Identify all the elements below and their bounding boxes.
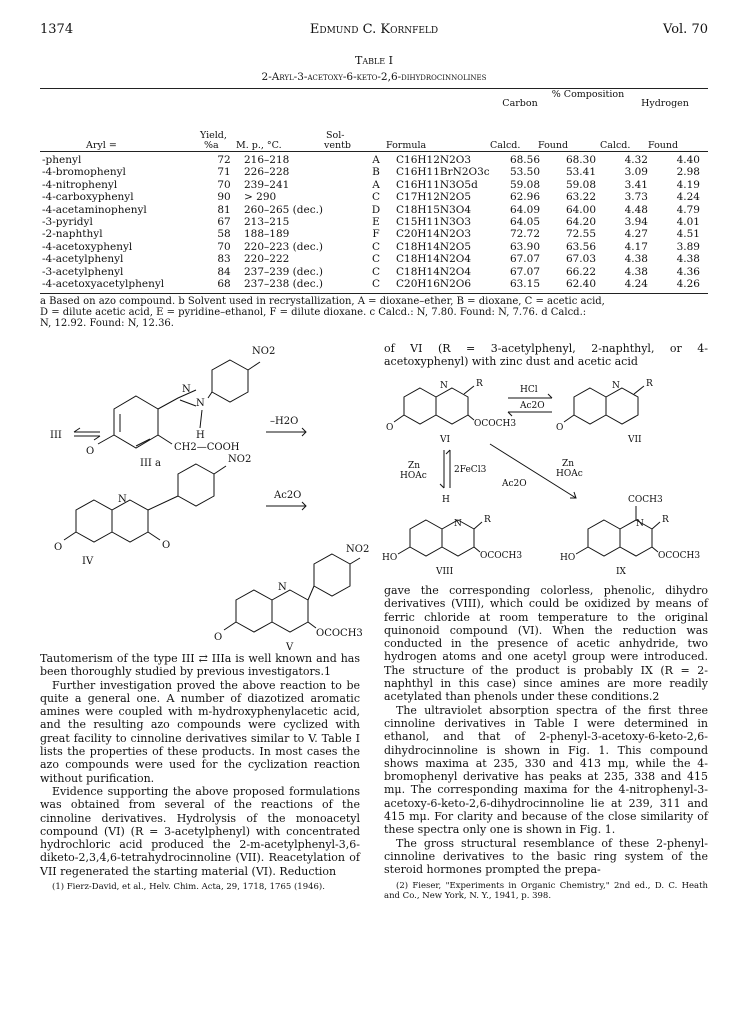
table-cell-solvent: F — [372, 228, 380, 241]
table-cell-h-calc: 3.94 — [624, 216, 648, 229]
table-cell-mp: 213–215 — [244, 216, 290, 229]
scheme-right — [380, 372, 710, 592]
table-cell-solvent: A — [372, 154, 380, 166]
table-cell-c-calc: 64.05 — [509, 216, 540, 229]
atom-n-vi: N — [440, 381, 448, 391]
table-cell-h-found: 4.01 — [676, 216, 700, 229]
table-cell-h-found: 4.19 — [676, 178, 700, 191]
carbon-found-header: Found — [538, 140, 569, 151]
left-footnote: (1) Fierz-David, et al., Helv. Chim. Acta, 29, 1718, 1765 (1946). — [52, 882, 325, 893]
table-caption: Table I — [355, 54, 393, 67]
reagent-hcl: HCl — [520, 385, 538, 395]
table-cell-c-found: 68.30 — [565, 154, 596, 166]
reagent-ac2o-left: Ac2O — [274, 490, 302, 501]
table-cell-c-calc: 67.07 — [509, 253, 540, 266]
table-cell-h-calc: 4.38 — [624, 253, 648, 266]
table-cell-h-calc: 3.09 — [624, 166, 648, 179]
atom-n-ix: N — [636, 519, 644, 529]
table-cell-c-calc: 63.15 — [509, 278, 540, 291]
table-row — [40, 154, 708, 166]
table-cell-mp: 220–223 (dec.) — [244, 240, 324, 253]
table-cell-yield: 81 — [217, 203, 231, 216]
table-cell-formula: C16H11N3O5d — [396, 178, 478, 191]
table-cell-aryl: -4-nitrophenyl — [42, 178, 118, 191]
table-cell-h-found: 4.26 — [676, 278, 700, 291]
right-column — [384, 584, 708, 901]
hydrogen-calcd-header: Calcd. — [600, 140, 631, 151]
reagent-minus-h2o: –H2O — [270, 416, 299, 427]
reagent-ac2o: Ac2O — [520, 401, 545, 411]
left-paragraph-1: Tautomerism of the type III ⇄ IIIa is well known and has been thoroughly studied by previous investigators.1 — [40, 652, 360, 679]
hydrogen-found-header: Found — [648, 140, 679, 151]
solvent-header-2: ventb — [324, 140, 352, 151]
table-cell-h-calc: 4.32 — [624, 154, 648, 166]
left-paragraph-3: Evidence supporting the above proposed formulations was obtained from several of the reactions of the cinnoline derivatives. Hydrolysis of the monoacetyl compound (VI) (R = 3-acetylphenyl) with concentrated hydrochloric acid produced the 2-m-acetylphenyl-3,6-diketo-2,3,4,6-tetrahydrocinnoline (VII). Reacetylation of VII regenerated the starting material (VI). Reduction — [40, 784, 360, 878]
table-row — [40, 228, 708, 240]
table-cell-mp: 216–218 — [244, 154, 290, 166]
solvent-header-1: Sol- — [326, 130, 345, 141]
reagent-zn-1: Zn — [408, 461, 421, 471]
table-cell-c-found: 67.03 — [565, 253, 596, 266]
table-cell-h-found: 4.24 — [676, 191, 700, 204]
table-row — [40, 179, 708, 191]
table-header-rule — [40, 151, 708, 152]
reagent-hoac-2: HOAc — [556, 469, 583, 479]
table-cell-aryl: -phenyl — [42, 154, 82, 166]
reagent-ac2o-2: Ac2O — [502, 479, 527, 489]
running-author: Edmund C. Kornfeld — [309, 22, 439, 37]
table-cell-formula: C15H11N3O3 — [396, 216, 472, 229]
atom-h: H — [196, 430, 205, 441]
table-cell-aryl: -4-acetoxyphenyl — [42, 240, 133, 253]
reagent-zn-2: Zn — [562, 459, 575, 469]
table-cell-c-found: 64.20 — [565, 216, 596, 229]
left-column — [40, 652, 360, 892]
label-vii: VII — [628, 435, 642, 445]
table-cell-h-found: 4.38 — [676, 253, 700, 266]
table-cell-formula: C20H14N2O3 — [396, 228, 472, 241]
atom-o-top: O — [86, 446, 95, 457]
table-cell-h-found: 2.98 — [676, 166, 700, 179]
table-cell-c-calc: 68.56 — [509, 154, 540, 166]
table-title: 2-Aryl-3-acetoxy-6-keto-2,6-dihydrocinnolines — [261, 71, 487, 83]
label-viii: VIII — [436, 567, 454, 577]
table-cell-h-found: 4.51 — [676, 228, 700, 241]
table-cell-mp: 239–241 — [244, 178, 290, 191]
table-cell-h-found: 4.36 — [676, 265, 700, 278]
table-cell-h-found: 4.40 — [676, 154, 700, 166]
table-cell-mp: 188–189 — [244, 228, 290, 241]
table-cell-h-calc: 4.17 — [624, 240, 648, 253]
table-cell-h-calc: 4.48 — [624, 203, 648, 216]
right-paragraph-2: The ultraviolet absorption spectra of the first three cinnoline derivatives in Table I were determined in ethanol, and that of 2-phenyl-3-acetoxy-6-keto-2,6-dihydrocinnoline is shown in Fig. 1. This compound shows maxima at 235, 330 and 413 mμ, while the 4-bromophenyl derivative has peaks at 235, 338 and 415 mμ. The corresponding maxima for the 4-nitrophenyl-3-acetoxy-6-keto-2,6-dihydrocinnoline lie at 239, 311 and 415 mμ. For clarity and because of the close similarity of these spectra only one is shown in Fig. 1. — [384, 703, 708, 837]
table-bottom-rule — [40, 293, 708, 294]
reagent-fecl3: 2FeCl3 — [454, 465, 487, 475]
table-cell-h-calc: 4.24 — [624, 278, 648, 291]
table-cell-mp: 226–228 — [244, 166, 290, 179]
table-cell-aryl: -4-carboxyphenyl — [42, 191, 134, 204]
table-row — [40, 191, 708, 203]
table-cell-c-found: 66.22 — [565, 265, 596, 278]
table-row — [40, 266, 708, 278]
table-cell-formula: C18H15N3O4 — [396, 203, 472, 216]
table-cell-aryl: -4-acetoxyacetylphenyl — [42, 278, 165, 291]
atom-n-vii: N — [612, 381, 620, 391]
table-cell-formula: C17H12N2O5 — [396, 191, 472, 204]
table-cell-solvent: E — [372, 216, 380, 229]
table-cell-h-calc: 3.41 — [624, 178, 648, 191]
atom-n-v: N — [278, 582, 287, 593]
atom-o-iv-left: O — [54, 542, 63, 553]
table-cell-c-calc: 53.50 — [509, 166, 540, 179]
atom-n-viii: N — [454, 519, 462, 529]
table-cell-aryl: -3-pyridyl — [42, 216, 93, 229]
hydrogen-header: Hydrogen — [641, 98, 689, 109]
r-vii: R — [646, 379, 653, 389]
group-no2-iv: NO2 — [228, 454, 252, 465]
atom-n1: N — [182, 384, 191, 395]
table-cell-yield: 58 — [217, 228, 231, 241]
table-cell-solvent: D — [371, 203, 381, 216]
table-cell-aryl: -2-naphthyl — [42, 228, 103, 241]
yield-header-1: Yield, — [200, 130, 227, 141]
table-cell-h-found: 3.89 — [676, 240, 700, 253]
carbon-header: Carbon — [502, 98, 538, 109]
left-paragraph-2: Further investigation proved the above reaction to be quite a general one. A number of diazotized aromatic amines were coupled with m-hydroxyphenylacetic acid, and the resulting azo compounds were cyclized with great facility to cinnoline derivatives similar to V. Table I lists the properties of these products. In most cases the azo compounds were used for the cyclization reaction without purification. — [40, 678, 360, 785]
table-cell-aryl: -4-bromophenyl — [42, 166, 126, 179]
table-cell-c-found: 62.40 — [565, 278, 596, 291]
table-cell-solvent: C — [371, 240, 381, 253]
label-iiia: III a — [140, 458, 161, 469]
table-footnote-1: a Based on azo compound. b Solvent used in recrystallization, A = dioxane–ether, B = dioxane, C = acetic acid, — [40, 296, 605, 307]
table-cell-c-found: 63.22 — [565, 191, 596, 204]
table-cell-mp: 237–239 (dec.) — [244, 265, 324, 278]
table-cell-yield: 83 — [217, 253, 231, 266]
table-cell-solvent: C — [371, 278, 381, 291]
label-ix: IX — [616, 567, 626, 577]
table-cell-h-found: 4.79 — [676, 203, 700, 216]
ococh3-vi: OCOCH3 — [474, 419, 517, 429]
table-cell-c-found: 64.00 — [565, 203, 596, 216]
coch3-ix: COCH3 — [628, 495, 663, 505]
page-number: 1374 — [40, 22, 74, 37]
table-cell-mp: 220–222 — [244, 253, 290, 266]
reagent-hoac-1: HOAc — [400, 471, 427, 481]
r-ix: R — [662, 515, 669, 525]
table-row — [40, 253, 708, 265]
ococh3-ix: OCOCH3 — [658, 551, 701, 561]
table-row — [40, 166, 708, 178]
label-iv: IV — [82, 556, 94, 567]
atom-h-viii: H — [442, 495, 450, 505]
table-cell-yield: 68 — [217, 278, 231, 291]
label-iii: III — [50, 430, 62, 441]
table-footnote-2: D = dilute acetic acid, E = pyridine–ethanol, F = dilute dioxane. c Calcd.: N, 7.80. Found: N, 7.76. d Calcd.: — [40, 307, 587, 318]
atom-o-iv-right: O — [162, 540, 171, 551]
label-v: V — [286, 642, 294, 652]
table-cell-formula: C16H12N2O3 — [396, 154, 472, 166]
table-cell-aryl: -4-acetylphenyl — [42, 253, 124, 266]
atom-o-v: O — [214, 632, 223, 643]
table-cell-mp: 260–265 (dec.) — [244, 203, 324, 216]
ococh3-viii: OCOCH3 — [480, 551, 523, 561]
table-cell-h-calc: 4.38 — [624, 265, 648, 278]
table-cell-yield: 70 — [217, 240, 231, 253]
table-footnote-3: N, 12.92. Found: N, 12.36. — [40, 318, 174, 329]
group-ch2cooh: CH2—COOH — [174, 442, 240, 453]
composition-header: % Composition — [551, 89, 625, 100]
table-cell-c-calc: 59.08 — [509, 178, 540, 191]
table-cell-h-calc: 3.73 — [624, 191, 648, 204]
table-cell-formula: C18H14N2O4 — [396, 265, 472, 278]
table-cell-yield: 67 — [217, 216, 231, 229]
aryl-header: Aryl = — [86, 140, 117, 151]
table-row — [40, 204, 708, 216]
table-cell-c-calc: 72.72 — [509, 228, 540, 241]
table-cell-solvent: A — [372, 178, 380, 191]
table-cell-formula: C18H14N2O4 — [396, 253, 472, 266]
group-ococh3-v: OCOCH3 — [316, 628, 363, 639]
r-viii: R — [484, 515, 491, 525]
r-vi: R — [476, 379, 483, 389]
table-cell-c-found: 72.55 — [565, 228, 596, 241]
table-cell-formula: C20H16N2O6 — [396, 278, 472, 291]
table-cell-h-calc: 4.27 — [624, 228, 648, 241]
right-footnote: (2) Fieser, "Experiments in Organic Chemistry," 2nd ed., D. C. Heath and Co., New York, N. Y., 1941, p. 398. — [384, 880, 708, 901]
right-paragraph-3: The gross structural resemblance of these 2-phenyl-cinnoline derivatives to the basic ring system of the steroid hormones prompted the prepa- — [384, 836, 708, 877]
table-cell-solvent: C — [371, 253, 381, 266]
data-table — [40, 154, 708, 290]
table-cell-c-calc: 64.09 — [509, 203, 540, 216]
volume-label: Vol. 70 — [663, 22, 708, 37]
table-cell-c-found: 63.56 — [565, 240, 596, 253]
page-header — [40, 22, 708, 40]
ho-viii: HO — [382, 553, 398, 563]
right-paragraph-1: gave the corresponding colorless, phenolic, dihydro derivatives (VIII), which could be oxidized by means of ferric chloride at room temperature to the original quinonoid compound (VI). When the reduction was conducted in the presence of acetic anhydride, two hydrogen atoms and one acetyl group were introduced. The structure of the product is probably IX (R = 2-naphthyl in this case) since amines are more readily acetylated than phenols under these conditions.2 — [384, 584, 708, 704]
table-row — [40, 241, 708, 253]
yield-header-2: %a — [204, 140, 219, 151]
label-vi: VI — [440, 435, 451, 445]
atom-o-vi: O — [386, 423, 394, 433]
table-cell-c-calc: 67.07 — [509, 265, 540, 278]
table-cell-yield: 90 — [217, 191, 231, 204]
table-cell-c-found: 59.08 — [565, 178, 596, 191]
table-cell-c-calc: 62.96 — [509, 191, 540, 204]
table-cell-yield: 71 — [217, 166, 231, 179]
group-no2-v: NO2 — [346, 544, 370, 555]
table-cell-yield: 70 — [217, 178, 231, 191]
table-cell-aryl: -3-acetylphenyl — [42, 265, 124, 278]
formula-header: Formula — [386, 140, 427, 151]
table-cell-yield: 72 — [217, 154, 231, 166]
table-row — [40, 216, 708, 228]
scheme-left — [40, 332, 370, 652]
table-row — [40, 278, 708, 290]
table-cell-solvent: B — [372, 166, 380, 179]
table-cell-c-found: 53.41 — [565, 166, 596, 179]
table-cell-formula: C18H14N2O5 — [396, 240, 472, 253]
table-cell-solvent: C — [371, 191, 381, 204]
ho-ix: HO — [560, 553, 576, 563]
mp-header: M. p., °C. — [236, 140, 282, 151]
right-top-text: of VI (R = 3-acetylphenyl, 2-naphthyl, or 4-acetoxyphenyl) with zinc dust and acetic acid — [384, 342, 708, 369]
table-cell-c-calc: 63.90 — [509, 240, 540, 253]
table-cell-mp: 237–238 (dec.) — [244, 278, 324, 291]
table-cell-formula: C16H11BrN2O3c — [396, 166, 490, 179]
table-cell-yield: 84 — [217, 265, 231, 278]
group-no2-top: NO2 — [252, 346, 276, 357]
atom-n2: N — [196, 398, 205, 409]
table-cell-aryl: -4-acetaminophenyl — [42, 203, 147, 216]
carbon-calcd-header: Calcd. — [490, 140, 521, 151]
table-cell-mp: > 290 — [244, 191, 277, 204]
table-cell-solvent: C — [371, 265, 381, 278]
atom-o-vii: O — [556, 423, 564, 433]
atom-n-iv: N — [118, 494, 127, 505]
